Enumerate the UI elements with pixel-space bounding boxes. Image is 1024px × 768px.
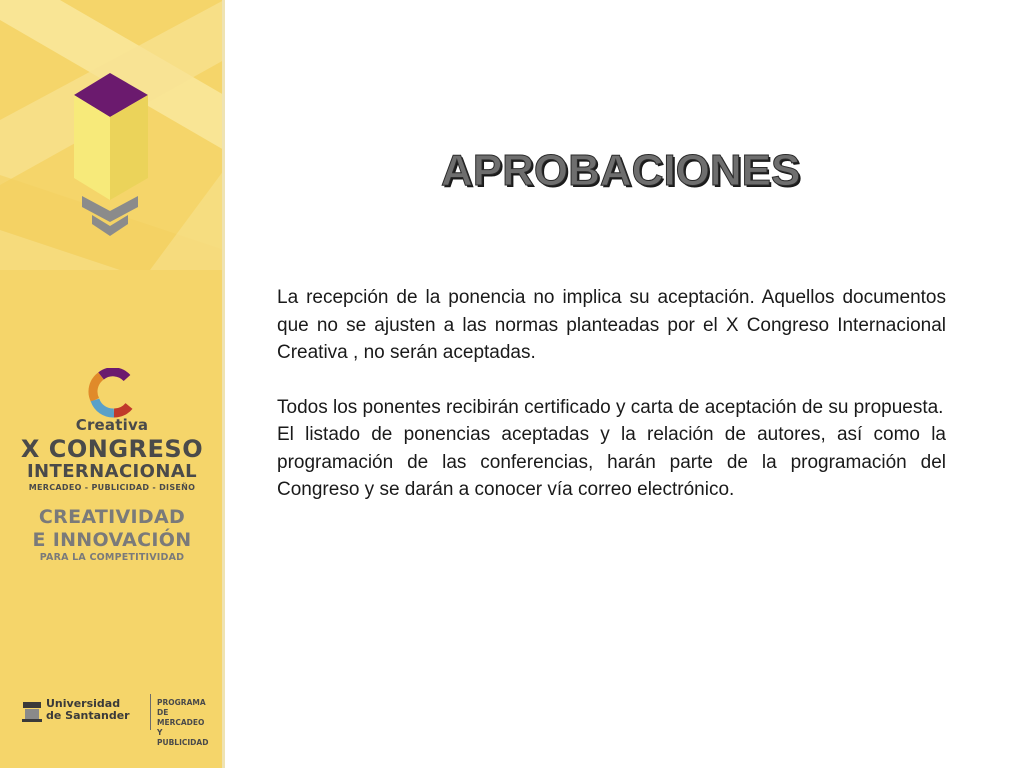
slide-title: APROBACIONES: [441, 146, 801, 195]
creativa-c-logo-icon: [87, 368, 137, 418]
program-name: [157, 698, 212, 748]
creatividad-line1: CREATIVIDAD: [38, 506, 186, 528]
university-emblem-icon: [22, 700, 42, 722]
sidebar: [0, 0, 224, 768]
university-logo: [22, 694, 212, 747]
university-name-line2: de Santander: [46, 709, 130, 722]
university-name: [46, 698, 130, 722]
program-line3: PUBLICIDAD: [157, 738, 209, 747]
creativa-logo-text: Creativa: [75, 416, 149, 434]
paragraph-reception: La recepción de la ponencia no implica su aceptación. Aquellos documentos que no se ajusten a las normas planteadas por el X Congreso Internacional Creativa , no serán aceptadas.: [277, 287, 946, 363]
paragraph-listing: El listado de ponencias aceptadas y la relación de autores, así como la programación de las conferencias, harán parte de la programación del Congreso y se darán a conocer vía correo electrónico.: [277, 424, 946, 500]
program-line2: MERCADEO Y: [157, 718, 205, 737]
program-line1: PROGRAMA DE: [157, 698, 206, 717]
creativa-logo-block: [0, 368, 224, 564]
slide-body: [277, 284, 946, 504]
university-divider: [150, 694, 151, 730]
congreso-areas: MERCADEO - PUBLICIDAD - DISEÑO: [28, 483, 196, 492]
congreso-title: X CONGRESO: [20, 435, 204, 463]
creatividad-line2: E INNOVACIÓN: [32, 529, 192, 551]
paragraph-gap: [277, 367, 946, 394]
university-name-line1: Universidad: [46, 697, 121, 710]
sidebar-edge: [222, 0, 225, 768]
congreso-subtitle: INTERNACIONAL: [26, 461, 198, 482]
creatividad-block: [0, 506, 224, 564]
creatividad-line3: PARA LA COMPETITIVIDAD: [39, 552, 185, 563]
paragraph-certificates: Todos los ponentes recibirán certificado y carta de aceptación de su propuesta.: [277, 396, 944, 418]
